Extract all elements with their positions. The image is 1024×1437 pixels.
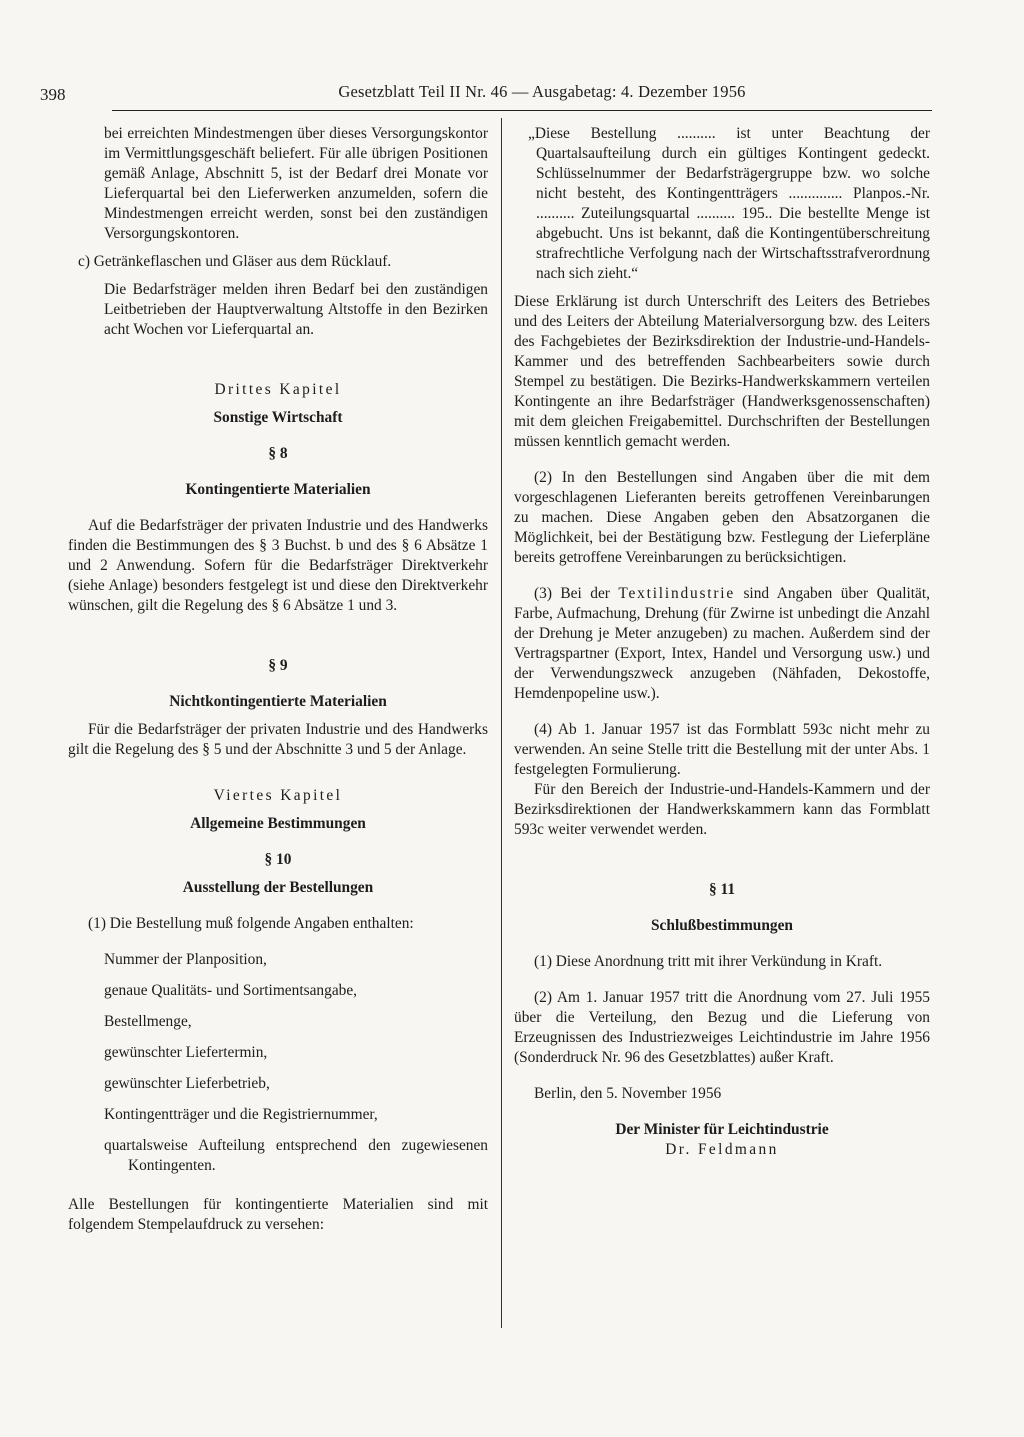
signer-name: Dr. Feldmann <box>665 1141 779 1158</box>
section-8-title: Kontingentierte Materialien <box>185 481 371 498</box>
section-8-number: § 8 <box>268 445 288 462</box>
section-10-number: § 10 <box>264 851 292 868</box>
section-10-intro: (1) Die Bestellung muß folgende Angaben enthalten: <box>88 915 414 932</box>
page-header <box>40 80 932 111</box>
subsection-3 <box>514 584 930 704</box>
list-item: Kontingentträger und die Registriernummer, <box>104 1106 378 1123</box>
item-c-label: c) Getränkeflaschen und Gläser aus dem Rücklauf. <box>78 253 392 270</box>
declaration-paragraph: Diese Erklärung ist durch Unterschrift des Leiters des Betriebes und des Leiters der Abteilung Materialversorgung bzw. des Leiters des Fachgebietes der Bezirksdirektion der Industrie-und-Handels-Kammer und des betreffenden Sachbearbeiters sowie durch Stempel zu bestätigen. Die Bezirks-Handwerkskammern verteilen Kontingente an ihre Bedarfsträger (Handwerksgenossenschaften) mit dem gleichen Freigabemittel. Durchschriften der Bestellungen müssen kenntlich gemacht werden. <box>514 293 930 450</box>
chapter-4-title: Allgemeine Bestimmungen <box>190 815 366 832</box>
section-11-paragraph-1: (1) Diese Anordnung tritt mit ihrer Verkündung in Kraft. <box>534 953 883 970</box>
continuation-paragraph: bei erreichten Mindestmengen über dieses Versorgungskontor im Vermittlungsgeschäft beliefert. Für alle übrigen Positionen gemäß Anlage, Abschnitt 5, ist der Bedarf drei Monate vor Lieferquartal bei den Lieferwerken anzumelden, sofern die Mindestmengen erreicht werden, sonst bei den zuständigen Versorgungskontoren. <box>104 125 488 242</box>
signer-title: Der Minister für Leichtindustrie <box>615 1121 829 1138</box>
list-item: genaue Qualitäts- und Sortimentsangabe, <box>104 982 358 999</box>
page-number: 398 <box>40 85 66 104</box>
item-c-paragraph: Die Bedarfsträger melden ihren Bedarf bei den zuständigen Leitbetrieben der Hauptverwaltung Altstoffe in den Bezirken acht Wochen vor Lieferquartal an. <box>104 281 488 338</box>
section-10-title: Ausstellung der Bestellungen <box>182 879 374 896</box>
section-9-number: § 9 <box>268 657 288 674</box>
subsection-3-body: sind Angaben über Qualität, Farbe, Aufmachung, Drehung (für Zwirne ist unbedingt die Anzahl der Drehung je Meter anzugeben) zu machen. Außerdem sind der Vertragspartner (Export, Intex, Handel und Versorgung usw.) und der Verwendungszweck anzugeben (Nähfaden, Dekostoffe, Hemdenpopeline usw.). <box>514 585 930 702</box>
section-11-number: § 11 <box>708 881 736 898</box>
list-item: Nummer der Planposition, <box>104 951 267 968</box>
section-11-title: Schlußbestimmungen <box>651 917 793 934</box>
list-item-last: quartalsweise Aufteilung entsprechend den zugewiesenen Kontingenten. <box>104 1137 488 1174</box>
column-divider <box>501 118 502 1328</box>
subsection-3-emphasis: Textilindustrie <box>618 585 735 602</box>
chapter-3-heading: Drittes Kapitel <box>214 381 342 398</box>
list-item: gewünschter Liefertermin, <box>104 1044 268 1061</box>
header-title: Gesetzblatt Teil II Nr. 46 — Ausgabetag: 4. Dezember 1956 <box>338 82 746 101</box>
chapter-4-heading: Viertes Kapitel <box>213 787 343 804</box>
list-item: gewünschter Lieferbetrieb, <box>104 1075 270 1092</box>
section-9-title: Nichtkontingentierte Materialien <box>169 693 387 710</box>
section-11-paragraph-2: (2) Am 1. Januar 1957 tritt die Anordnung vom 27. Juli 1955 über die Verteilung, den Bezug und die Lieferung von Erzeugnissen des Industriezweiges Leichtindustrie im Jahre 1956 (Sonderdruck Nr. 96 des Gesetzblattes) außer Kraft. <box>514 989 930 1066</box>
left-column <box>68 124 488 1235</box>
subsection-2: (2) In den Bestellungen sind Angaben über die mit dem vorgeschlagenen Lieferanten bereits getroffenen Vereinbarungen zu machen. Diese Angaben geben den Absatzorganen die Möglichkeit, bei der Bestätigung bzw. Festlegung der Lieferpläne bereits getroffene Vereinbarungen zu berücksichtigen. <box>514 469 930 566</box>
section-9-text: Für die Bedarfsträger der privaten Industrie und des Handwerks gilt die Regelung des § 5 und der Abschnitte 3 und 5 der Anlage. <box>68 721 488 758</box>
place-date: Berlin, den 5. November 1956 <box>534 1085 722 1102</box>
chapter-3-title: Sonstige Wirtschaft <box>213 409 343 426</box>
subsection-4-continued: Für den Bereich der Industrie-und-Handels-Kammern und der Bezirksdirektionen der Handwerkskammern kann das Formblatt 593c weiter verwendet werden. <box>514 781 930 838</box>
stamp-instruction: Alle Bestellungen für kontingentierte Materialien sind mit folgendem Stempelaufdruck zu versehen: <box>68 1196 488 1233</box>
right-column <box>514 124 930 1160</box>
stamp-text-quote: „Diese Bestellung .......... ist unter Beachtung der Quartalsaufteilung durch ein gültiges Kontingent gedeckt. Schlüsselnummer der Bedarfsträgergruppe bzw. wo solche nicht besteht, des Kontingentträgers .............. Planpos.-Nr. .......... Zuteilungsquartal .......... 195.. Die bestellte Menge ist abgebucht. Uns ist bekannt, daß die Kontingentüberschreitung strafrechtliche Verfolgung nach der Wirtschaftsstrafverordnung nach sich zieht.“ <box>528 125 930 282</box>
subsection-3-prefix: (3) Bei der <box>534 585 610 602</box>
subsection-4: (4) Ab 1. Januar 1957 ist das Formblatt 593c nicht mehr zu verwenden. An seine Stelle tritt die Bestellung mit der unter Abs. 1 festgelegten Formulierung. <box>514 721 930 778</box>
section-8-text: Auf die Bedarfsträger der privaten Industrie und des Handwerks finden die Bestimmungen des § 3 Buchst. b und des § 6 Absätze 1 und 2 Anwendung. Sofern für die Bedarfsträger Direktverkehr (siehe Anlage) besonders festgelegt ist und diese den Direktverkehr wünschen, gilt die Regelung des § 6 Absätze 1 und 3. <box>68 517 488 614</box>
list-item: Bestellmenge, <box>104 1013 192 1030</box>
